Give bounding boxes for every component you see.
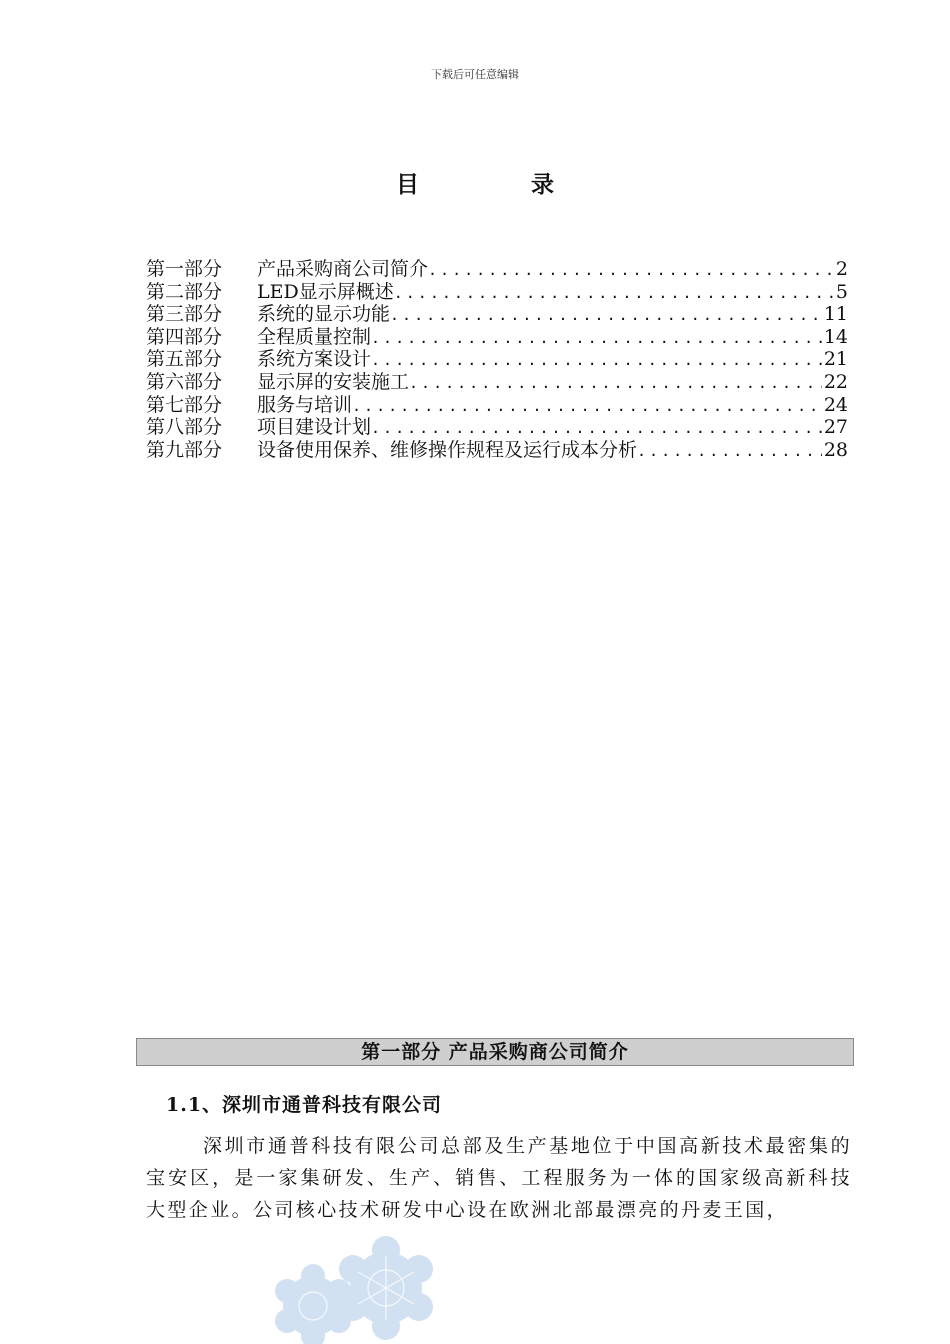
toc-leader (390, 304, 822, 327)
toc-page: 28 (823, 438, 848, 461)
toc-part: 第七部分 (146, 393, 223, 416)
toc-page: 14 (823, 325, 848, 348)
toc-leader (371, 417, 822, 440)
toc-part: 第四部分 (146, 325, 223, 348)
toc-text: 系统的显示功能 (257, 303, 391, 326)
toc-entry-2[interactable] (146, 281, 848, 304)
toc-part: 第九部分 (146, 438, 223, 461)
toc-entry-3[interactable] (146, 303, 848, 326)
toc-leader (409, 372, 822, 395)
toc-text: 系统方案设计 (257, 348, 372, 371)
toc-entry-1[interactable] (146, 258, 848, 281)
toc-page: 11 (823, 303, 848, 326)
toc-text: 设备使用保养、维修操作规程及运行成本分析 (257, 438, 638, 461)
toc-entry-4[interactable] (146, 326, 848, 349)
toc-text: 全程质量控制 (257, 325, 372, 348)
toc-page: 5 (835, 280, 848, 303)
toc-entry-8[interactable] (146, 416, 848, 439)
toc-leader (428, 259, 834, 282)
toc-page: 22 (823, 370, 848, 393)
toc-part: 第六部分 (146, 370, 223, 393)
toc-part: 第八部分 (146, 416, 223, 439)
toc-text: LED显示屏概述 (257, 280, 394, 303)
body-paragraph: 深圳市通普科技有限公司总部及生产基地位于中国高新技术最密集的宝安区，是一家集研发、生产、销售、工程服务为一体的国家级高新科技大型企业。公司核心技术研发中心设在欧洲北部最漂亮的丹麦王国， (146, 1135, 852, 1221)
toc-text: 显示屏的安装施工 (257, 370, 410, 393)
toc-title: 目 录 (395, 171, 606, 198)
toc-page: 2 (835, 258, 848, 280)
toc-leader (394, 282, 834, 305)
toc-part: 第三部分 (146, 303, 223, 326)
toc-entry-9[interactable] (146, 439, 848, 462)
section-heading-bar: 第一部分 产品采购商公司简介 (136, 1038, 854, 1066)
toc-text: 项目建设计划 (257, 416, 372, 439)
toc-page: 21 (823, 348, 848, 371)
toc-leader (637, 440, 822, 463)
header-note: 下载后可任意编辑 (431, 68, 519, 81)
toc-entry-7[interactable] (146, 394, 848, 417)
watermark-flower-icon (268, 1236, 468, 1344)
toc-entry-6[interactable] (146, 371, 848, 394)
toc-part: 第一部分 (146, 258, 223, 280)
toc-leader (371, 327, 822, 350)
toc-page: 24 (823, 393, 848, 416)
toc-leader (352, 395, 822, 418)
toc-entry-5[interactable] (146, 348, 848, 371)
toc-part: 第五部分 (146, 348, 223, 371)
toc-part: 第二部分 (146, 280, 223, 303)
toc-leader (371, 349, 822, 372)
toc-text: 服务与培训 (257, 393, 353, 416)
section-subheading: 1.1、深圳市通普科技有限公司 (166, 1094, 443, 1116)
toc-page: 27 (823, 416, 848, 439)
table-of-contents (146, 258, 848, 461)
toc-text: 产品采购商公司简介 (257, 258, 429, 280)
